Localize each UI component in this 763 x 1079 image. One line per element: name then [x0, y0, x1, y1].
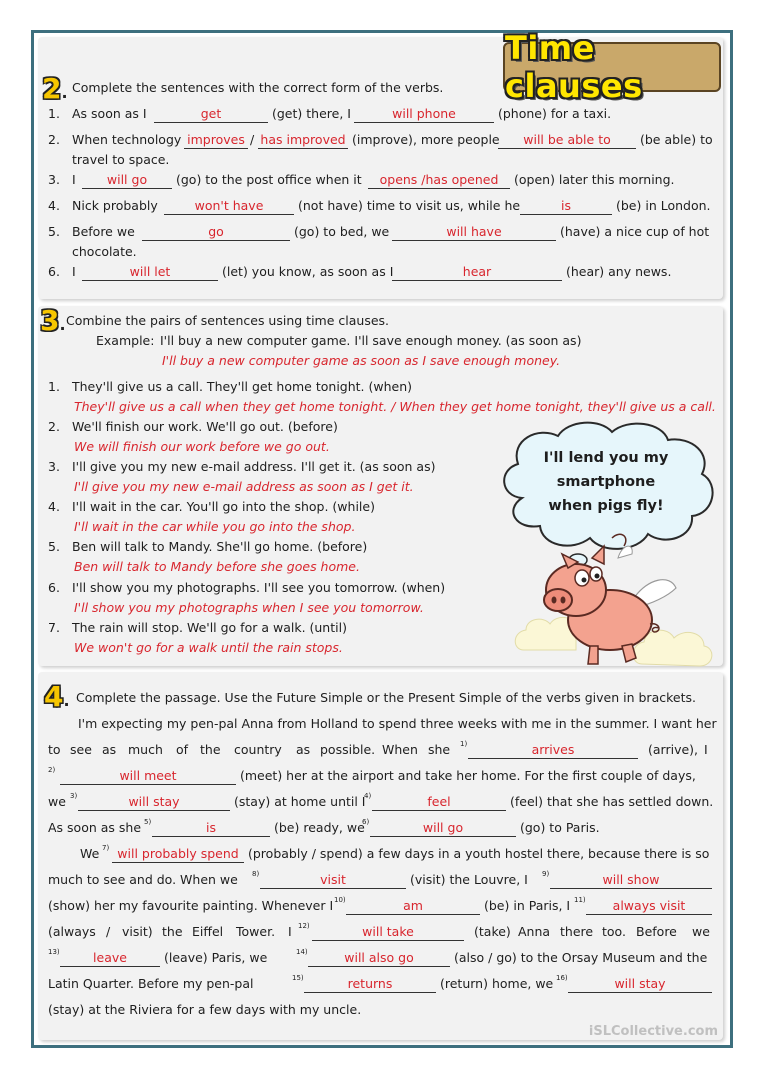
- item-text: I: [72, 264, 76, 279]
- passage-word: I: [288, 924, 292, 939]
- passage-word: country: [234, 742, 282, 757]
- item-text: Nick probably: [72, 198, 158, 213]
- item-text: I: [72, 172, 76, 187]
- item-text: As soon as I: [72, 106, 147, 121]
- answer-field[interactable]: has improved: [258, 132, 348, 149]
- gap-number: 11): [574, 896, 586, 904]
- gap-number: 2): [48, 766, 56, 774]
- passage-text: (also / go) to the Orsay Museum and the: [454, 950, 708, 965]
- gap-number: 12): [298, 922, 310, 930]
- item-question: They'll give us a call. They'll get home tonight. (when): [72, 379, 413, 394]
- bubble-line: smartphone: [556, 474, 656, 490]
- item-answer: They'll give us a call when they get home tonight. / When they get home tonight, they'll give us a call.: [74, 399, 716, 414]
- answer-field[interactable]: returns: [304, 976, 436, 993]
- gap-number: 6): [362, 818, 370, 826]
- item-number: 2.: [48, 132, 60, 147]
- gap-number: 9): [542, 870, 550, 878]
- item-text: (open) later this morning.: [514, 172, 675, 187]
- passage-text: we: [48, 794, 66, 809]
- example-label: Example:: [96, 333, 155, 348]
- item-answer: We will finish our work before we go out.: [74, 439, 330, 454]
- answer-field[interactable]: won't have: [164, 198, 294, 215]
- page-title: Time clauses: [505, 29, 643, 105]
- answer-field[interactable]: will be able to: [498, 132, 636, 149]
- gap-number: 5): [144, 818, 152, 826]
- answer-field[interactable]: is: [520, 198, 612, 215]
- passage-word: Anna: [518, 924, 551, 939]
- item-answer: I'll wait in the car while you go into the shop.: [74, 519, 356, 534]
- section-3-number: 3.: [40, 304, 66, 337]
- item-answer: We won't go for a walk until the rain stops.: [74, 640, 343, 655]
- passage-word: of: [176, 742, 189, 757]
- item-answer: Ben will talk to Mandy before she goes home.: [74, 559, 360, 574]
- item-text: (be able) to: [640, 132, 713, 147]
- passage-text: (meet) her at the airport and take her home. For the first couple of days,: [240, 768, 696, 783]
- item-question: We'll finish our work. We'll go out. (before): [72, 419, 338, 434]
- item-question: Ben will talk to Mandy. She'll go home. (before): [72, 539, 368, 554]
- gap-number: 16): [556, 974, 568, 982]
- passage-text: (leave) Paris, we: [164, 950, 268, 965]
- item-number: 7.: [48, 620, 60, 635]
- answer-field[interactable]: will stay: [78, 794, 230, 811]
- passage-text: As soon as she: [48, 820, 142, 835]
- passage-word: to: [48, 742, 61, 757]
- bubble-line: when pigs fly!: [548, 498, 664, 514]
- item-text: (go) to the post office when it: [176, 172, 362, 187]
- answer-field[interactable]: will meet: [60, 768, 236, 785]
- passage-text: (stay) at the Riviera for a few days with my uncle.: [48, 1002, 362, 1017]
- passage-word: she: [428, 742, 451, 757]
- gap-number: 15): [292, 974, 304, 982]
- gap-number: 7): [102, 844, 110, 852]
- passage-word: Tower.: [236, 924, 276, 939]
- item-text: (not have) time to visit us, while he: [298, 198, 521, 213]
- passage-word: I: [704, 742, 708, 757]
- item-question: I'll wait in the car. You'll go into the shop. (while): [72, 499, 375, 514]
- passage-word: the: [200, 742, 221, 757]
- passage-word: the: [162, 924, 183, 939]
- item-text: Before we: [72, 224, 135, 239]
- passage-word: too.: [602, 924, 626, 939]
- item-text: (let) you know, as soon as I: [222, 264, 394, 279]
- item-text: (hear) any news.: [566, 264, 672, 279]
- item-number: 5.: [48, 224, 60, 239]
- passage-word: possible.: [320, 742, 376, 757]
- passage-word: Eiffel: [192, 924, 224, 939]
- passage-text: (stay) at home until I: [234, 794, 366, 809]
- answer-field[interactable]: will stay: [568, 976, 712, 993]
- item-text: When technology: [72, 132, 182, 147]
- section-4-number: 4.: [44, 680, 70, 713]
- item-number: 1.: [48, 379, 60, 394]
- answer-field[interactable]: feel: [372, 794, 506, 811]
- passage-word: /: [106, 924, 111, 939]
- answer-field[interactable]: get: [154, 106, 268, 123]
- bubble-line: I'll lend you my: [543, 450, 669, 466]
- item-number: 4.: [48, 198, 60, 213]
- section-4-instruction: Complete the passage. Use the Future Simple or the Present Simple of the verbs given in brackets.: [76, 690, 696, 705]
- passage-word: (always: [48, 924, 96, 939]
- answer-field[interactable]: visit: [260, 872, 406, 889]
- gap-number: 8): [252, 870, 260, 878]
- answer-field[interactable]: go: [142, 224, 290, 241]
- item-text: (get) there, I: [272, 106, 351, 121]
- passage-text: (probably / spend) a few days in a youth hostel there, because there is so: [248, 846, 710, 861]
- answer-field[interactable]: leave: [60, 950, 160, 967]
- item-text: (phone) for a taxi.: [498, 106, 612, 121]
- passage-word: as: [102, 742, 117, 757]
- passage-text: (return) home, we: [440, 976, 554, 991]
- answer-field[interactable]: will let: [82, 264, 218, 281]
- answer-field[interactable]: arrives: [468, 742, 638, 759]
- answer-field[interactable]: am: [346, 898, 480, 915]
- answer-field[interactable]: will probably spend: [112, 846, 244, 863]
- answer-field[interactable]: will phone: [354, 106, 494, 123]
- item-text: chocolate.: [72, 244, 137, 259]
- answer-field[interactable]: will take: [312, 924, 464, 941]
- item-number: 1.: [48, 106, 60, 121]
- gap-number: 14): [296, 948, 308, 956]
- answer-field[interactable]: will go: [370, 820, 516, 837]
- passage-word: there: [560, 924, 594, 939]
- example-text: I'll buy a new computer game. I'll save enough money. (as soon as): [160, 333, 582, 348]
- item-number: 3.: [48, 172, 60, 187]
- item-number: 2.: [48, 419, 60, 434]
- passage-word: Before: [636, 924, 677, 939]
- gap-number: 3): [70, 792, 78, 800]
- item-number: 6.: [48, 264, 60, 279]
- item-text: travel to space.: [72, 152, 170, 167]
- answer-field[interactable]: improves: [184, 132, 248, 149]
- example-answer: I'll buy a new computer game as soon as I save enough money.: [162, 353, 561, 368]
- passage-word: When: [382, 742, 418, 757]
- item-answer: I'll give you my new e-mail address as soon as I get it.: [74, 479, 414, 494]
- gap-number: 13): [48, 948, 60, 956]
- answer-field[interactable]: will go: [82, 172, 172, 189]
- item-text: (be) in London.: [616, 198, 711, 213]
- answer-field[interactable]: opens /has opened: [368, 172, 510, 189]
- gap-number: 1): [460, 740, 468, 748]
- passage-text: (feel) that she has settled down.: [510, 794, 714, 809]
- item-text: (have) a nice cup of hot: [560, 224, 710, 239]
- passage-word: we: [692, 924, 710, 939]
- passage-text: Latin Quarter. Before my pen-pal: [48, 976, 254, 991]
- answer-field[interactable]: always visit: [586, 898, 712, 915]
- answer-field[interactable]: is: [152, 820, 270, 837]
- answer-field[interactable]: hear: [392, 264, 562, 281]
- passage-text: (be) ready, we: [274, 820, 365, 835]
- gap-number: 10): [334, 896, 346, 904]
- passage-text: (go) to Paris.: [520, 820, 600, 835]
- section-2-instruction: Complete the sentences with the correct form of the verbs.: [72, 80, 444, 95]
- passage-text: We: [80, 846, 100, 861]
- watermark: iSLCollective.com: [588, 1024, 718, 1039]
- section-2-number: 2.: [42, 72, 68, 105]
- passage-word: see: [70, 742, 92, 757]
- item-text: (improve), more people: [352, 132, 500, 147]
- item-number: 6.: [48, 580, 60, 595]
- item-question: I'll show you my photographs. I'll see you tomorrow. (when): [72, 580, 446, 595]
- passage-word: as: [296, 742, 311, 757]
- item-number: 3.: [48, 459, 60, 474]
- item-number: 5.: [48, 539, 60, 554]
- answer-field[interactable]: will have: [392, 224, 556, 241]
- gap-number: 4): [364, 792, 372, 800]
- passage-text: (be) in Paris, I: [484, 898, 571, 913]
- passage-word: much: [128, 742, 163, 757]
- passage-word: visit): [122, 924, 153, 939]
- title-banner: [503, 29, 721, 105]
- section-3-instruction: Combine the pairs of sentences using time clauses.: [66, 313, 390, 328]
- passage-text: much to see and do. When we: [48, 872, 238, 887]
- item-number: 4.: [48, 499, 60, 514]
- answer-field[interactable]: will also go: [308, 950, 450, 967]
- item-answer: I'll show you my photographs when I see you tomorrow.: [74, 600, 424, 615]
- item-text: (go) to bed, we: [294, 224, 390, 239]
- passage-text: (show) her my favourite painting. Whenever I: [48, 898, 334, 913]
- passage-text: I'm expecting my pen-pal Anna from Holland to spend three weeks with me in the summer. I want her: [78, 716, 717, 731]
- passage-word: (take): [474, 924, 511, 939]
- answer-field[interactable]: will show: [550, 872, 712, 889]
- passage-word: (arrive),: [648, 742, 699, 757]
- item-question: I'll give you my new e-mail address. I'll get it. (as soon as): [72, 459, 436, 474]
- item-text: /: [250, 132, 255, 147]
- passage-text: (visit) the Louvre, I: [410, 872, 528, 887]
- item-question: The rain will stop. We'll go for a walk. (until): [72, 620, 347, 635]
